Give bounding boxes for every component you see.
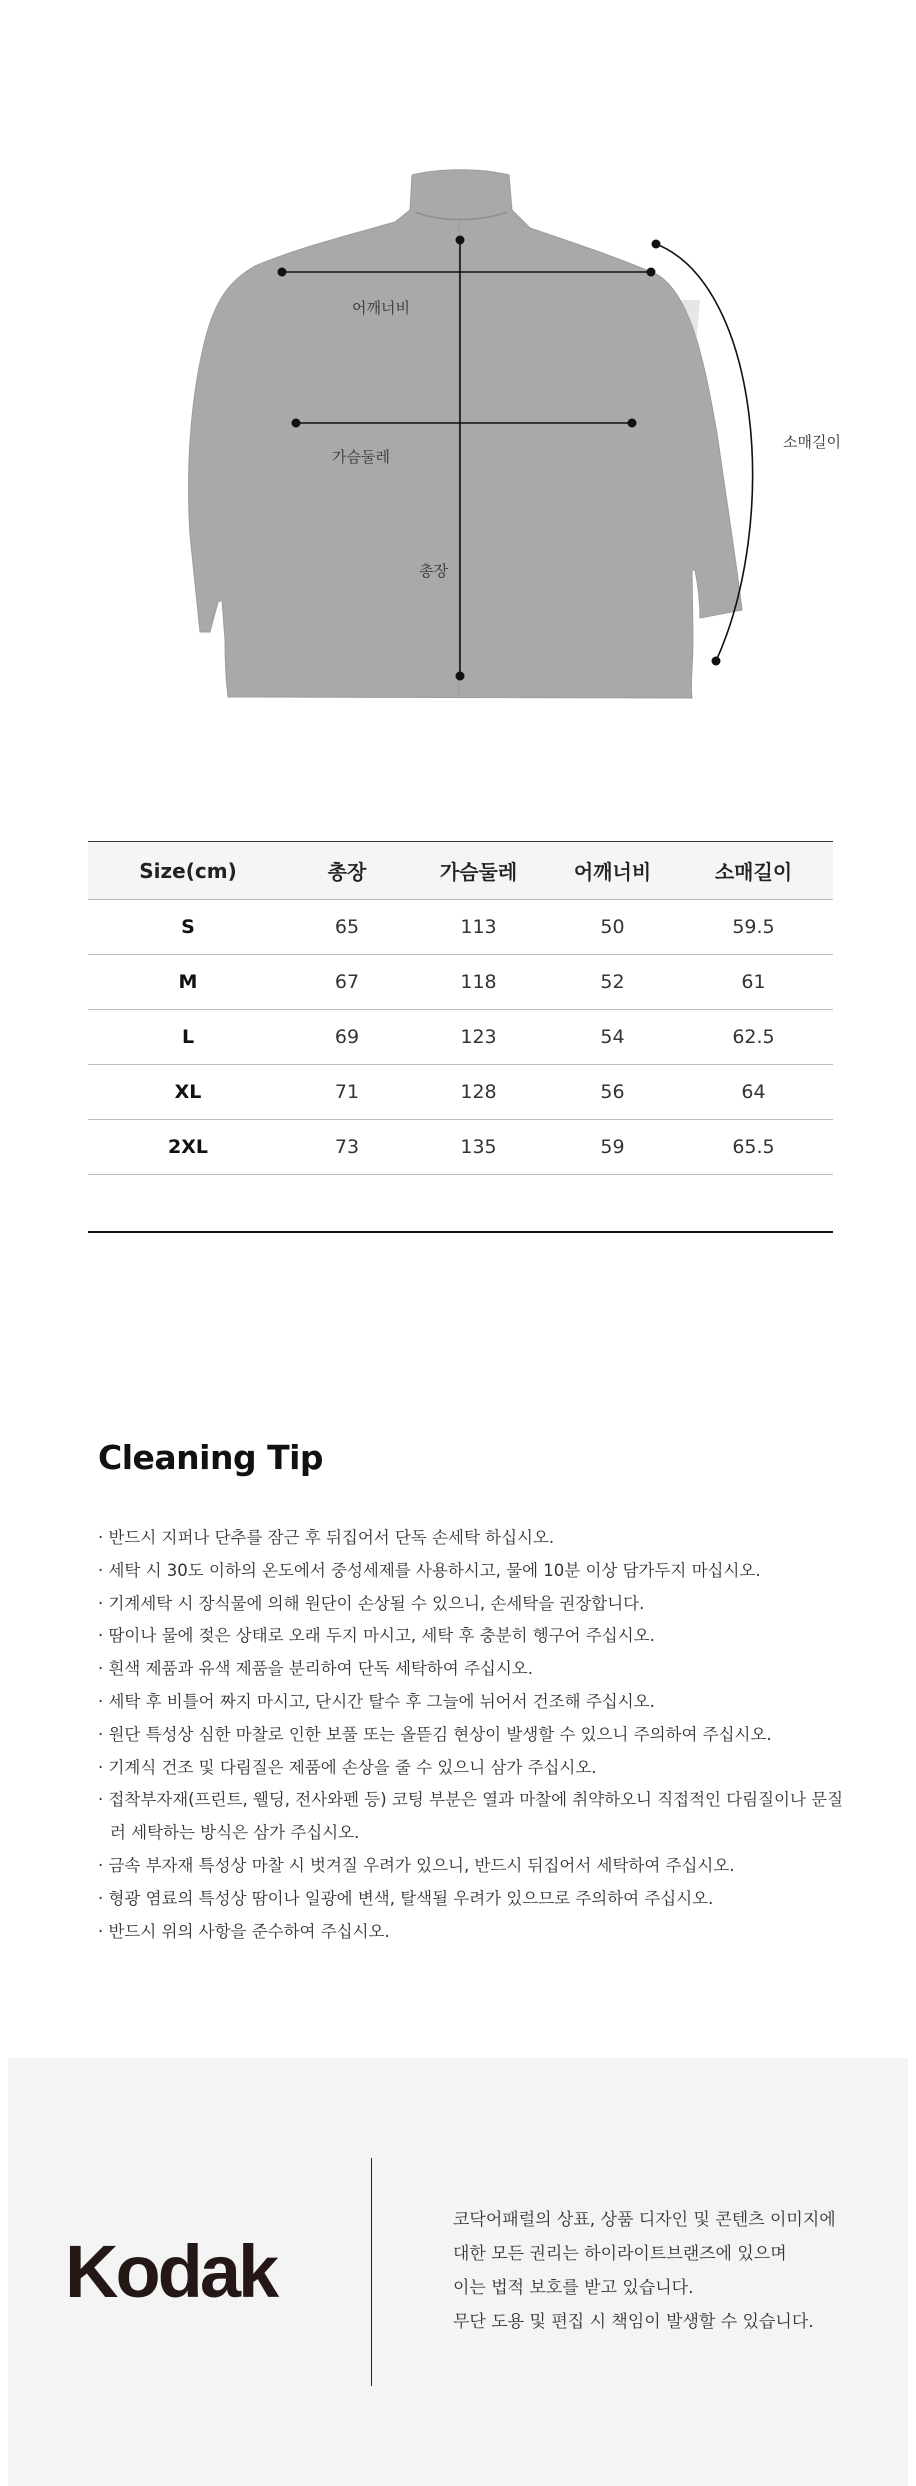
chest-label: 가슴둘레	[332, 448, 390, 466]
brand-footer	[8, 2058, 908, 2486]
list-item: · 반드시 지퍼나 단추를 잠근 후 뒤집어서 단독 손세탁 하십시오.	[98, 1528, 555, 1547]
shoulder-cell: 52	[600, 971, 625, 993]
chest-cell: 113	[460, 916, 497, 938]
size-cell: XL	[174, 1081, 202, 1103]
kodak-logo: Kodak	[65, 2230, 277, 2313]
table-end-divider	[88, 1231, 833, 1233]
list-item: · 금속 부자재 특성상 마찰 시 벗겨질 우려가 있으니, 반드시 뒤집어서 세탁하여 주십시오.	[98, 1855, 735, 1875]
shoulder-cell: 59	[600, 1136, 625, 1158]
list-item: · 흰색 제품과 유색 제품을 분리하여 단독 세탁하여 주십시오.	[98, 1659, 533, 1679]
header-chest: 가슴둘레	[439, 860, 518, 884]
header-shoulder: 어깨너비	[573, 860, 652, 884]
chest-dot-left	[292, 419, 301, 428]
chest-cell: 118	[460, 971, 497, 993]
length-dot-top	[456, 236, 465, 245]
copyright-line: 이는 법적 보호를 받고 있습니다.	[453, 2278, 694, 2298]
garment-body	[189, 170, 742, 698]
cleaning-tip-list	[98, 1522, 858, 1948]
size-table-header	[88, 842, 833, 900]
chest-dot-right	[628, 419, 637, 428]
size-table	[88, 841, 833, 1175]
shoulder-cell: 50	[600, 916, 625, 938]
copyright-line: 코닥어패럴의 상표, 상품 디자인 및 콘텐츠 이미지에	[453, 2210, 836, 2230]
shoulder-dot-left	[278, 268, 287, 277]
list-item: · 땀이나 물에 젖은 상태로 오래 두지 마시고, 세탁 후 충분히 헹구어 주십시오.	[98, 1626, 655, 1646]
chest-cell: 123	[460, 1026, 497, 1048]
sleeve-dot-top	[652, 240, 661, 249]
sleeve-cell: 61	[741, 971, 766, 993]
footer-divider	[371, 2158, 372, 2386]
table-row	[88, 900, 833, 955]
sleeve-cell: 65.5	[732, 1136, 775, 1158]
list-item: · 접착부자재(프린트, 웰딩, 전사와펜 등) 코팅 부분은 열과 마찰에 취약하오니 직접적인 다림질이나 문질러 세탁하는 방식은 삼가 주십시오.	[98, 1790, 844, 1843]
measurement-diagram	[0, 0, 916, 760]
table-row	[88, 1065, 833, 1120]
size-cell: L	[181, 1026, 195, 1048]
sleeve-cell: 62.5	[732, 1026, 775, 1048]
size-cell: 2XL	[168, 1136, 208, 1158]
list-item: · 원단 특성상 심한 마찰로 인한 보풀 또는 올뜯김 현상이 발생할 수 있으니 주의하여 주십시오.	[98, 1724, 772, 1744]
list-item: · 형광 염료의 특성상 땀이나 일광에 변색, 탈색될 우려가 있으므로 주의하여 주십시오.	[98, 1888, 714, 1908]
shoulder-dot-right	[647, 268, 656, 277]
table-row	[88, 1120, 833, 1175]
shoulder-cell: 56	[600, 1081, 625, 1103]
chest-cell: 128	[460, 1081, 497, 1103]
list-item: · 세탁 후 비틀어 짜지 마시고, 단시간 탈수 후 그늘에 뉘어서 건조해 주십시오.	[98, 1691, 655, 1711]
copyright-notice	[453, 2203, 836, 2339]
list-item: · 기계식 건조 및 다림질은 제품에 손상을 줄 수 있으니 삼가 주십시오.	[98, 1757, 597, 1777]
length-label: 총장	[419, 562, 448, 580]
sleeve-cell: 59.5	[732, 916, 775, 938]
shoulder-label: 어깨너비	[352, 299, 410, 317]
list-item: · 기계세탁 시 장식물에 의해 원단이 손상될 수 있으니, 손세탁을 권장합니다.	[98, 1593, 645, 1613]
shoulder-cell: 54	[600, 1026, 625, 1048]
length-cell: 67	[334, 971, 360, 993]
sleeve-label: 소매길이	[783, 433, 841, 451]
chest-cell: 135	[460, 1136, 497, 1158]
size-cell: S	[181, 916, 195, 938]
header-size: Size(cm)	[139, 858, 237, 883]
table-row	[88, 1010, 833, 1065]
length-dot-bottom	[456, 672, 465, 681]
sleeve-cell: 64	[741, 1081, 766, 1103]
cleaning-tip-title: Cleaning Tip	[98, 1438, 324, 1477]
length-cell: 65	[334, 916, 360, 938]
sleeve-dot-bottom	[712, 657, 721, 666]
list-item: · 반드시 위의 사항을 준수하여 주십시오.	[98, 1921, 390, 1941]
length-cell: 71	[334, 1081, 360, 1103]
header-length: 총장	[327, 860, 367, 884]
list-item: · 세탁 시 30도 이하의 온도에서 중성세제를 사용하시고, 물에 10분 이상 담가두지 마십시오.	[98, 1560, 761, 1580]
garment-illustration	[0, 0, 916, 760]
header-sleeve: 소매길이	[714, 860, 793, 884]
length-cell: 69	[334, 1026, 360, 1048]
table-row	[88, 955, 833, 1010]
length-cell: 73	[334, 1136, 360, 1158]
copyright-line: 무단 도용 및 편집 시 책임이 발생할 수 있습니다.	[453, 2312, 814, 2332]
copyright-line: 대한 모든 권리는 하이라이트브랜즈에 있으며	[453, 2244, 787, 2264]
size-cell: M	[178, 971, 198, 993]
